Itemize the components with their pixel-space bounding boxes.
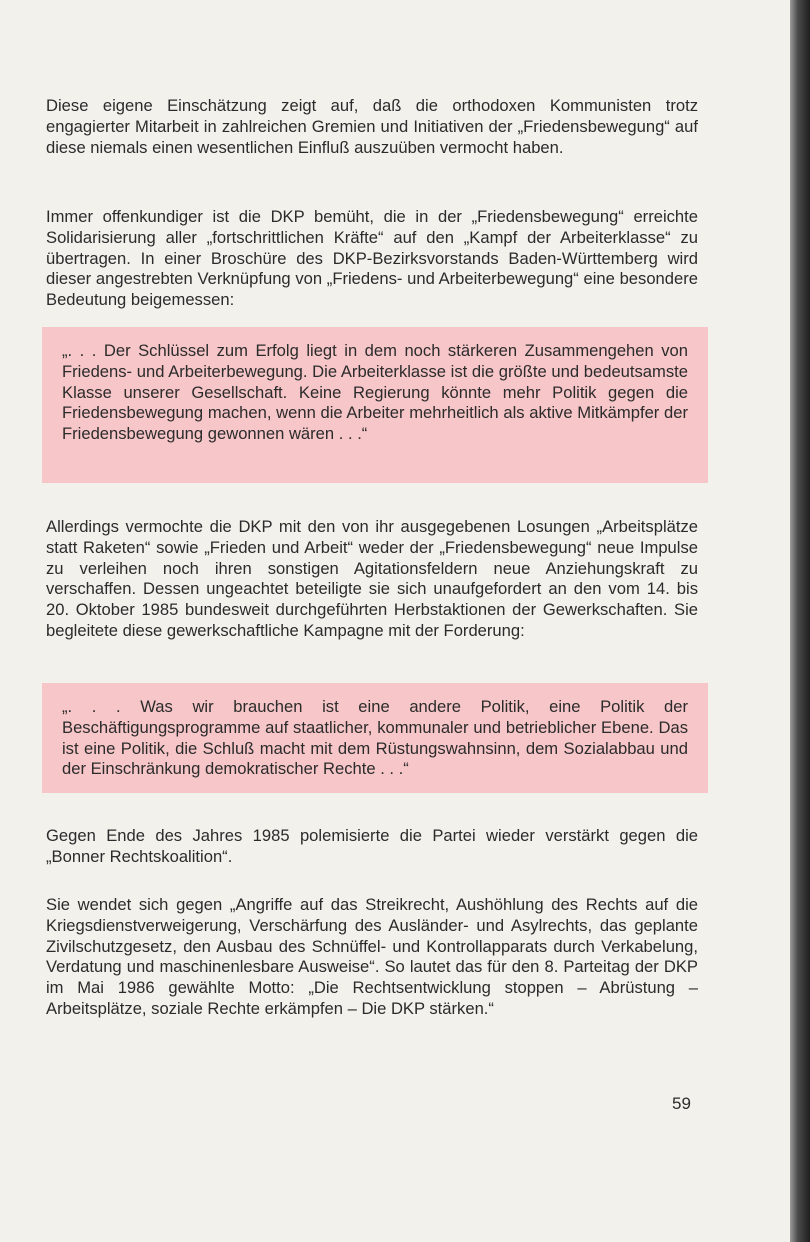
- paragraph-2: Immer offenkundiger ist die DKP bemüht, die in der „Friedensbewegung“ erreichte Solidarisierung aller „fortschrittlichen Kräfte“ auf den „Kampf der Arbeiterklasse“ zu übertragen. In einer Broschüre des DKP-Bezirksvorstands Baden-Württemberg wird dieser angestrebten Verknüpfung von „Friedens- und Arbeiterbewegung“ eine besondere Bedeutung beigemessen:: [46, 207, 698, 310]
- quote-block-1: [42, 327, 708, 483]
- quote-block-2: [42, 683, 708, 793]
- book-spine-edge: [790, 0, 810, 1242]
- paragraph-5: Sie wendet sich gegen „Angriffe auf das Streikrecht, Aushöhlung des Rechts auf die Kriegsdienstverweigerung, Verschärfung des Ausländer- und Asylrechts, das geplante Zivilschutzgesetz, den Ausbau des Schnüffel- und Kontrollapparats durch Verkabelung, Verdatung und maschinenlesbare Ausweise“. So lautet das für den 8. Parteitag der DKP im Mai 1986 gewählte Motto: „Die Rechtsentwicklung stoppen – Abrüstung – Arbeitsplätze, soziale Rechte erkämpfen – Die DKP stärken.“: [46, 895, 698, 1018]
- page-number: 59: [672, 1094, 691, 1113]
- quote-text-1: „. . . Der Schlüssel zum Erfolg liegt in dem noch stärkeren Zusammengehen von Friedens- und Arbeiterbewegung. Die Arbeiterklasse ist die größte und bedeutsamste Klasse unserer Gesellschaft. Keine Regierung könnte mehr Politik gegen die Friedensbewegung machen, wenn die Arbeiter mehrheitlich als aktive Mitkämpfer der Friedensbewegung gewonnen wären . . .“: [62, 341, 688, 444]
- paragraph-1: Diese eigene Einschätzung zeigt auf, daß die orthodoxen Kommunisten trotz engagierter Mitarbeit in zahlreichen Gremien und Initiativen der „Friedensbewegung“ auf diese niemals einen wesentlichen Einfluß auszuüben vermocht haben.: [46, 96, 698, 157]
- paragraph-3: Allerdings vermochte die DKP mit den von ihr ausgegebenen Losungen „Arbeitsplätze statt Raketen“ sowie „Frieden und Arbeit“ weder der „Friedensbewegung“ neue Impulse zu verleihen noch ihren sonstigen Agitationsfeldern neue Anziehungskraft zu verschaffen. Dessen ungeachtet beteiligte sie sich unaufgefordert an den vom 14. bis 20. Oktober 1985 bundesweit durchgeführten Herbstaktionen der Gewerkschaften. Sie begleitete diese gewerkschaftliche Kampagne mit der Forderung:: [46, 517, 698, 640]
- paragraph-4: Gegen Ende des Jahres 1985 polemisierte die Partei wieder verstärkt gegen die „Bonner Rechtskoalition“.: [46, 826, 698, 866]
- quote-text-2: „. . . Was wir brauchen ist eine andere Politik, eine Politik der Beschäftigungsprogramme auf staatlicher, kommunaler und betrieblicher Ebene. Das ist eine Politik, die Schluß macht mit dem Rüstungswahnsinn, dem Sozialabbau und der Einschränkung demokratischer Rechte . . .“: [62, 697, 688, 779]
